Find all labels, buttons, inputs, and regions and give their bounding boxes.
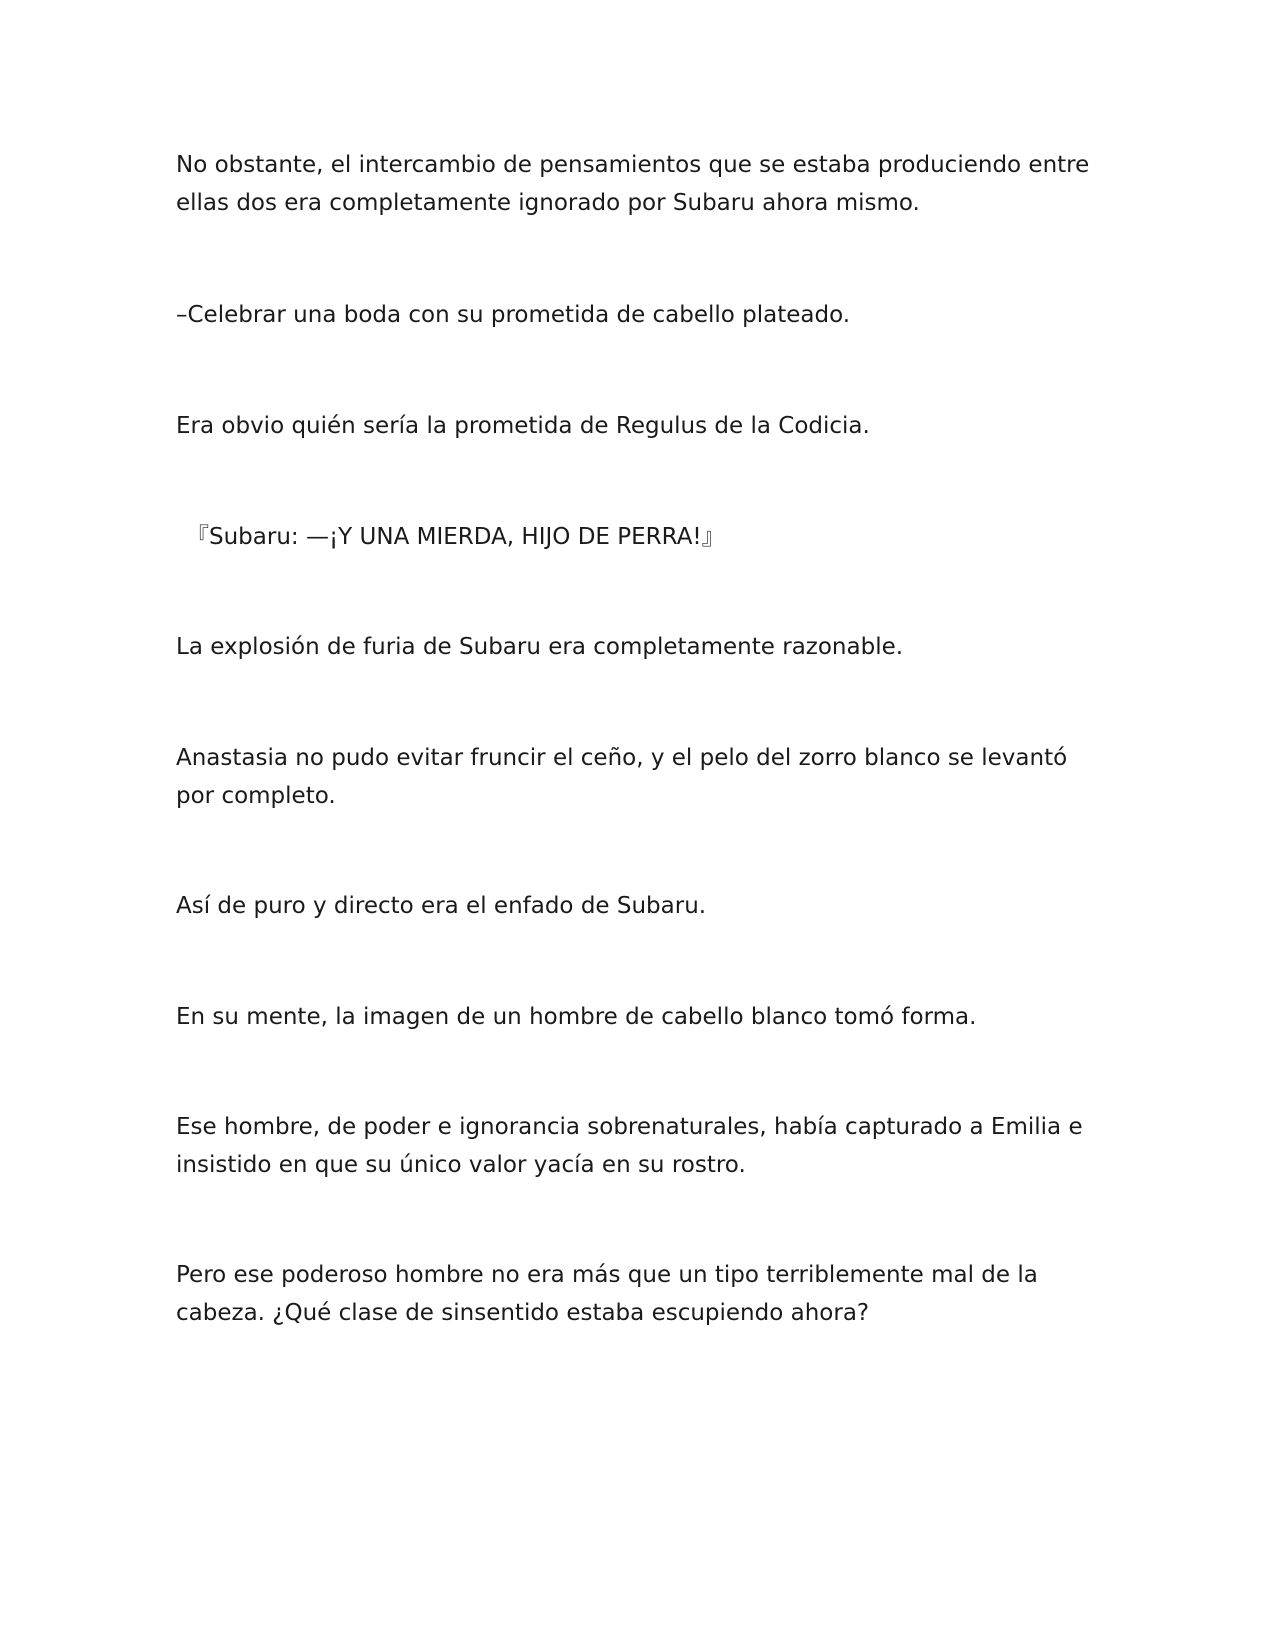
paragraph-10: Pero ese poderoso hombre no era más que un tipo terriblemente mal de la cabeza. ¿Qué clase de sinsentido estaba escupiendo ahora? [176,1262,1038,1326]
paragraph-5: La explosión de furia de Subaru era completamente razonable. [176,634,904,660]
paragraph-6: Anastasia no pudo evitar fruncir el ceño, y el pelo del zorro blanco se levantó por completo. [176,745,1068,809]
paragraph-7: Así de puro y directo era el enfado de Subaru. [176,893,707,919]
paragraph-1: No obstante, el intercambio de pensamientos que se estaba produciendo entre ellas dos era completamente ignorado por Subaru ahora mismo. [176,152,1090,216]
dialogue-line: 『Subaru: —¡Y UNA MIERDA, HIJO DE PERRA!』 [186,524,725,550]
paragraph-3: Era obvio quién sería la prometida de Regulus de la Codicia. [176,413,870,439]
paragraph-9: Ese hombre, de poder e ignorancia sobrenaturales, había capturado a Emilia e insistido en que su único valor yacía en su rostro. [176,1114,1083,1178]
paragraph-2: –Celebrar una boda con su prometida de cabello plateado. [176,302,851,328]
paragraph-8: En su mente, la imagen de un hombre de cabello blanco tomó forma. [176,1004,977,1030]
